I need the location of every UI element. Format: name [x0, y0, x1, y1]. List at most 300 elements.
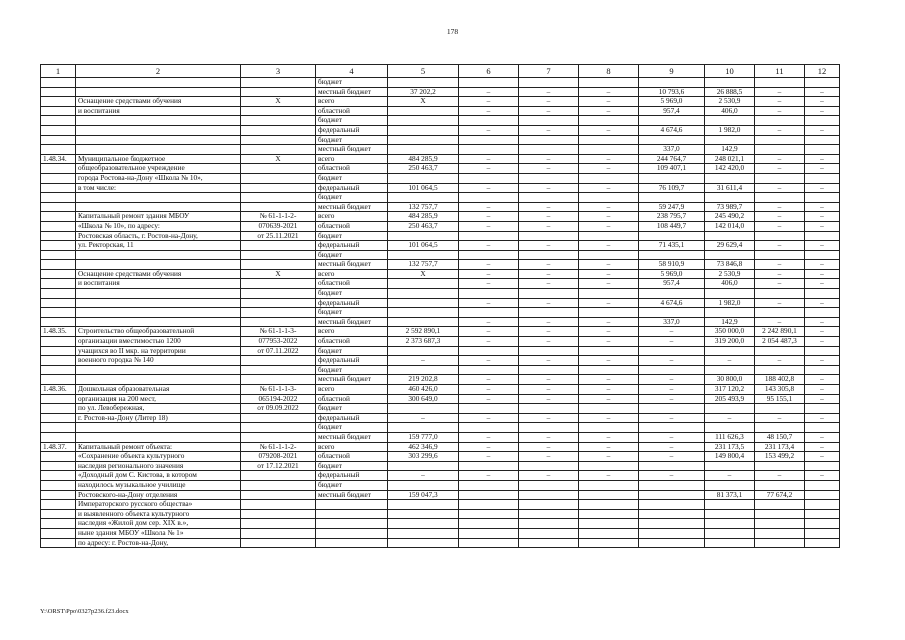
row-number-cell [41, 528, 76, 538]
year-col-9-cell: 5 969,0 [639, 269, 705, 279]
year-col-10-cell [705, 250, 755, 260]
document-ref-cell: от 09.09.2022 [241, 404, 316, 414]
object-name-cell: Муниципальное бюджетное [76, 154, 241, 164]
year-col-9-cell: – [639, 327, 705, 337]
year-col-11-cell [755, 423, 805, 433]
year-col-11-cell: – [755, 356, 805, 366]
year-col-9-cell [639, 480, 705, 490]
year-col-7-cell [519, 423, 579, 433]
budget-source-cell: бюджет [316, 480, 388, 490]
year-col-10-cell: 111 626,3 [705, 432, 755, 442]
year-col-11-cell [755, 116, 805, 126]
year-col-8-cell: – [579, 202, 639, 212]
header-cell: 9 [639, 65, 705, 78]
document-ref-cell [241, 375, 316, 385]
total-amount-cell [388, 500, 459, 510]
document-ref-cell: от 17.12.2021 [241, 461, 316, 471]
year-col-12-cell: – [805, 241, 840, 251]
budget-source-cell: областной [316, 106, 388, 116]
year-col-11-cell: – [755, 221, 805, 231]
document-ref-cell [241, 500, 316, 510]
year-col-9-cell: 337,0 [639, 145, 705, 155]
year-col-6-cell [459, 509, 519, 519]
year-col-9-cell: 10 793,6 [639, 87, 705, 97]
year-col-12-cell: – [805, 317, 840, 327]
year-col-6-cell [459, 480, 519, 490]
table-row [41, 528, 840, 538]
row-number-cell [41, 480, 76, 490]
total-amount-cell [388, 461, 459, 471]
year-col-11-cell [755, 145, 805, 155]
object-name-cell: учащихся во II мкр. на территории [76, 346, 241, 356]
year-col-8-cell [579, 423, 639, 433]
document-ref-cell [241, 78, 316, 88]
total-amount-cell [388, 250, 459, 260]
year-col-12-cell: – [805, 154, 840, 164]
table-row [41, 154, 840, 164]
year-col-11-cell [755, 365, 805, 375]
year-col-6-cell: – [459, 375, 519, 385]
year-col-10-cell [705, 519, 755, 529]
row-number-cell [41, 317, 76, 327]
document-ref-cell [241, 432, 316, 442]
document-ref-cell [241, 356, 316, 366]
year-col-7-cell: – [519, 356, 579, 366]
row-number-cell [41, 78, 76, 88]
object-name-cell: г. Ростов-на-Дону (Литер 18) [76, 413, 241, 423]
year-col-10-cell: 1 982,0 [705, 298, 755, 308]
budget-source-cell: местный бюджет [316, 202, 388, 212]
budget-source-cell: бюджет [316, 116, 388, 126]
row-number-cell [41, 260, 76, 270]
year-col-12-cell: – [805, 327, 840, 337]
year-col-11-cell [755, 78, 805, 88]
table-row [41, 183, 840, 193]
year-col-11-cell [755, 404, 805, 414]
year-col-7-cell [519, 519, 579, 529]
year-col-6-cell: – [459, 298, 519, 308]
document-ref-cell: Х [241, 97, 316, 107]
year-col-8-cell [579, 173, 639, 183]
row-number-cell [41, 394, 76, 404]
object-name-cell [76, 145, 241, 155]
year-col-9-cell: 238 795,7 [639, 212, 705, 222]
year-col-11-cell [755, 231, 805, 241]
row-number-cell [41, 221, 76, 231]
year-col-8-cell [579, 231, 639, 241]
year-col-9-cell [639, 365, 705, 375]
year-col-11-cell: 48 150,7 [755, 432, 805, 442]
year-col-12-cell: – [805, 413, 840, 423]
year-col-6-cell: – [459, 394, 519, 404]
row-number-cell [41, 164, 76, 174]
year-col-10-cell [705, 78, 755, 88]
year-col-9-cell: 59 247,9 [639, 202, 705, 212]
year-col-8-cell: – [579, 97, 639, 107]
row-number-cell [41, 193, 76, 203]
year-col-10-cell [705, 538, 755, 548]
year-col-10-cell: 248 021,1 [705, 154, 755, 164]
year-col-6-cell: – [459, 279, 519, 289]
object-name-cell: наследия «Жилой дом сер. XIX в.», [76, 519, 241, 529]
header-cell: 11 [755, 65, 805, 78]
document-ref-cell: 070639-2021 [241, 221, 316, 231]
total-amount-cell: 2 373 687,3 [388, 337, 459, 347]
table-row [41, 423, 840, 433]
total-amount-cell [388, 125, 459, 135]
year-col-8-cell: – [579, 125, 639, 135]
header-cell: 10 [705, 65, 755, 78]
year-col-9-cell: – [639, 442, 705, 452]
row-number-cell [41, 461, 76, 471]
document-ref-cell [241, 145, 316, 155]
row-number-cell [41, 500, 76, 510]
year-col-12-cell: – [805, 375, 840, 385]
year-col-11-cell: – [755, 154, 805, 164]
object-name-cell [76, 317, 241, 327]
year-col-11-cell [755, 461, 805, 471]
total-amount-cell: 132 757,7 [388, 260, 459, 270]
row-number-cell: 1.48.37. [41, 442, 76, 452]
header-cell: 12 [805, 65, 840, 78]
year-col-10-cell: 231 173,5 [705, 442, 755, 452]
year-col-7-cell: – [519, 87, 579, 97]
year-col-7-cell: – [519, 241, 579, 251]
year-col-10-cell: 142,9 [705, 145, 755, 155]
year-col-6-cell [459, 145, 519, 155]
year-col-8-cell: – [579, 356, 639, 366]
year-col-7-cell [519, 480, 579, 490]
row-number-cell [41, 298, 76, 308]
total-amount-cell: 460 426,0 [388, 385, 459, 395]
total-amount-cell [388, 317, 459, 327]
year-col-10-cell: 406,0 [705, 279, 755, 289]
total-amount-cell [388, 193, 459, 203]
year-col-12-cell: – [805, 442, 840, 452]
object-name-cell: военного городка № 140 [76, 356, 241, 366]
year-col-10-cell [705, 289, 755, 299]
document-ref-cell: Х [241, 154, 316, 164]
year-col-9-cell: 957,4 [639, 106, 705, 116]
year-col-10-cell [705, 509, 755, 519]
table-row [41, 193, 840, 203]
year-col-9-cell [639, 490, 705, 500]
year-col-8-cell: – [579, 471, 639, 481]
year-col-7-cell [519, 528, 579, 538]
year-col-6-cell: – [459, 432, 519, 442]
row-number-cell [41, 404, 76, 414]
object-name-cell: «Сохранение объекта культурного [76, 452, 241, 462]
year-col-8-cell [579, 461, 639, 471]
year-col-8-cell: – [579, 413, 639, 423]
object-name-cell: по адресу: г. Ростов-на-Дону, [76, 538, 241, 548]
year-col-10-cell [705, 528, 755, 538]
year-col-8-cell: – [579, 432, 639, 442]
year-col-11-cell [755, 173, 805, 183]
object-name-cell: Строительство общеобразовательной [76, 327, 241, 337]
budget-source-cell: федеральный [316, 471, 388, 481]
year-col-9-cell [639, 78, 705, 88]
year-col-12-cell: – [805, 125, 840, 135]
year-col-6-cell [459, 135, 519, 145]
year-col-10-cell: 245 490,2 [705, 212, 755, 222]
year-col-12-cell: – [805, 269, 840, 279]
object-name-cell: «Доходный дом С. Кистова, в котором [76, 471, 241, 481]
object-name-cell [76, 298, 241, 308]
year-col-7-cell: – [519, 452, 579, 462]
object-name-cell: в том числе: [76, 183, 241, 193]
year-col-11-cell: – [755, 125, 805, 135]
document-ref-cell [241, 106, 316, 116]
document-ref-cell [241, 480, 316, 490]
year-col-10-cell: 142 014,0 [705, 221, 755, 231]
year-col-8-cell: – [579, 452, 639, 462]
year-col-7-cell: – [519, 212, 579, 222]
budget-source-cell: местный бюджет [316, 145, 388, 155]
year-col-6-cell: – [459, 269, 519, 279]
year-col-6-cell: – [459, 221, 519, 231]
document-ref-cell [241, 125, 316, 135]
year-col-9-cell: – [639, 385, 705, 395]
year-col-10-cell: 73 846,8 [705, 260, 755, 270]
total-amount-cell [388, 289, 459, 299]
total-amount-cell: 250 463,7 [388, 164, 459, 174]
total-amount-cell: 300 649,0 [388, 394, 459, 404]
document-ref-cell: № 61-1-1-3- [241, 385, 316, 395]
year-col-8-cell: – [579, 394, 639, 404]
year-col-10-cell: 317 120,2 [705, 385, 755, 395]
object-name-cell: и воспитания [76, 279, 241, 289]
year-col-8-cell [579, 480, 639, 490]
year-col-11-cell: 188 402,8 [755, 375, 805, 385]
year-col-9-cell: – [639, 375, 705, 385]
year-col-10-cell [705, 135, 755, 145]
total-amount-cell: – [388, 471, 459, 481]
year-col-11-cell: – [755, 269, 805, 279]
year-col-12-cell [805, 193, 840, 203]
row-number-cell [41, 116, 76, 126]
budget-source-cell: федеральный [316, 356, 388, 366]
total-amount-cell [388, 365, 459, 375]
budget-source-cell: федеральный [316, 298, 388, 308]
year-col-12-cell [805, 500, 840, 510]
document-ref-cell [241, 116, 316, 126]
year-col-7-cell [519, 231, 579, 241]
budget-source-cell [316, 528, 388, 538]
year-col-12-cell: – [805, 337, 840, 347]
year-col-6-cell: – [459, 260, 519, 270]
document-ref-cell [241, 471, 316, 481]
document-ref-cell: 077953-2022 [241, 337, 316, 347]
object-name-cell: ул. Ректорская, 11 [76, 241, 241, 251]
year-col-6-cell: – [459, 337, 519, 347]
document-ref-cell: № 61-1-1-2- [241, 442, 316, 452]
year-col-7-cell: – [519, 375, 579, 385]
year-col-6-cell: – [459, 154, 519, 164]
year-col-7-cell: – [519, 279, 579, 289]
row-number-cell [41, 519, 76, 529]
budget-source-cell [316, 538, 388, 548]
year-col-12-cell [805, 509, 840, 519]
year-col-10-cell: 29 629,4 [705, 241, 755, 251]
budget-source-cell: федеральный [316, 125, 388, 135]
total-amount-cell [388, 78, 459, 88]
document-ref-cell: от 25.11.2021 [241, 231, 316, 241]
year-col-11-cell: 2 242 890,1 [755, 327, 805, 337]
year-col-10-cell: 73 989,7 [705, 202, 755, 212]
document-ref-cell [241, 241, 316, 251]
table-row [41, 317, 840, 327]
year-col-10-cell [705, 308, 755, 318]
year-col-7-cell: – [519, 317, 579, 327]
year-col-12-cell [805, 250, 840, 260]
object-name-cell [76, 289, 241, 299]
year-col-8-cell: – [579, 442, 639, 452]
table-row [41, 221, 840, 231]
year-col-6-cell: – [459, 327, 519, 337]
table-row [41, 279, 840, 289]
year-col-6-cell: – [459, 87, 519, 97]
table-row [41, 442, 840, 452]
object-name-cell [76, 116, 241, 126]
budget-source-cell: бюджет [316, 461, 388, 471]
total-amount-cell [388, 116, 459, 126]
row-number-cell: 1.48.35. [41, 327, 76, 337]
budget-source-cell: бюджет [316, 404, 388, 414]
table-row [41, 250, 840, 260]
document-ref-cell [241, 135, 316, 145]
year-col-9-cell: 337,0 [639, 317, 705, 327]
total-amount-cell [388, 509, 459, 519]
total-amount-cell: 159 047,3 [388, 490, 459, 500]
year-col-12-cell: – [805, 97, 840, 107]
object-name-cell: Капитальный ремонт здания МБОУ [76, 212, 241, 222]
budget-source-cell: местный бюджет [316, 317, 388, 327]
year-col-7-cell: – [519, 125, 579, 135]
document-ref-cell: 079208-2021 [241, 452, 316, 462]
budget-source-cell: всего [316, 154, 388, 164]
budget-source-cell: бюджет [316, 289, 388, 299]
budget-source-cell: областной [316, 279, 388, 289]
year-col-8-cell: – [579, 164, 639, 174]
year-col-11-cell [755, 509, 805, 519]
document-ref-cell [241, 528, 316, 538]
year-col-9-cell [639, 404, 705, 414]
year-col-12-cell: – [805, 432, 840, 442]
year-col-9-cell [639, 250, 705, 260]
header-cell: 2 [76, 65, 241, 78]
year-col-7-cell: – [519, 260, 579, 270]
year-col-9-cell [639, 231, 705, 241]
year-col-12-cell: – [805, 183, 840, 193]
year-col-10-cell [705, 116, 755, 126]
year-col-10-cell: 2 530,9 [705, 269, 755, 279]
year-col-12-cell [805, 490, 840, 500]
year-col-6-cell [459, 231, 519, 241]
table-row [41, 308, 840, 318]
year-col-6-cell [459, 346, 519, 356]
year-col-9-cell [639, 519, 705, 529]
document-ref-cell [241, 87, 316, 97]
document-ref-cell: № 61-1-1-3- [241, 327, 316, 337]
year-col-11-cell: – [755, 202, 805, 212]
budget-source-cell: федеральный [316, 413, 388, 423]
year-col-7-cell [519, 250, 579, 260]
budget-source-cell: федеральный [316, 183, 388, 193]
total-amount-cell: Х [388, 269, 459, 279]
budget-source-cell: местный бюджет [316, 490, 388, 500]
header-cell: 4 [316, 65, 388, 78]
table-row [41, 413, 840, 423]
total-amount-cell [388, 308, 459, 318]
year-col-9-cell [639, 289, 705, 299]
year-col-10-cell: 319 200,0 [705, 337, 755, 347]
row-number-cell [41, 346, 76, 356]
budget-source-cell: бюджет [316, 231, 388, 241]
table-row [41, 116, 840, 126]
row-number-cell [41, 269, 76, 279]
table-row [41, 241, 840, 251]
object-name-cell [76, 260, 241, 270]
budget-source-cell: всего [316, 327, 388, 337]
total-amount-cell: 484 285,9 [388, 154, 459, 164]
total-amount-cell [388, 528, 459, 538]
table-row [41, 346, 840, 356]
year-col-6-cell: – [459, 413, 519, 423]
year-col-6-cell [459, 538, 519, 548]
table-row [41, 97, 840, 107]
object-name-cell: Дошкольная образовательная [76, 385, 241, 395]
row-number-cell [41, 135, 76, 145]
year-col-6-cell [459, 528, 519, 538]
header-cell: 3 [241, 65, 316, 78]
year-col-12-cell [805, 231, 840, 241]
table-row [41, 461, 840, 471]
year-col-10-cell: – [705, 356, 755, 366]
year-col-11-cell [755, 519, 805, 529]
year-col-11-cell: 143 305,8 [755, 385, 805, 395]
year-col-7-cell: – [519, 202, 579, 212]
year-col-9-cell [639, 193, 705, 203]
year-col-9-cell: 108 449,7 [639, 221, 705, 231]
year-col-7-cell: – [519, 442, 579, 452]
year-col-9-cell [639, 116, 705, 126]
year-col-12-cell: – [805, 260, 840, 270]
year-col-9-cell: 76 109,7 [639, 183, 705, 193]
year-col-12-cell [805, 528, 840, 538]
object-name-cell [76, 202, 241, 212]
row-number-cell [41, 356, 76, 366]
year-col-7-cell: – [519, 106, 579, 116]
year-col-7-cell: – [519, 385, 579, 395]
table-row [41, 432, 840, 442]
document-ref-cell [241, 250, 316, 260]
year-col-12-cell: – [805, 106, 840, 116]
year-col-8-cell [579, 308, 639, 318]
object-name-cell: находилось музыкальное училище [76, 480, 241, 490]
budget-source-cell [316, 500, 388, 510]
budget-source-cell: бюджет [316, 250, 388, 260]
year-col-7-cell: – [519, 164, 579, 174]
row-number-cell [41, 509, 76, 519]
table-body [41, 78, 840, 548]
table-row [41, 173, 840, 183]
year-col-9-cell: 957,4 [639, 279, 705, 289]
total-amount-cell [388, 231, 459, 241]
row-number-cell [41, 250, 76, 260]
object-name-cell [76, 365, 241, 375]
year-col-10-cell: – [705, 413, 755, 423]
